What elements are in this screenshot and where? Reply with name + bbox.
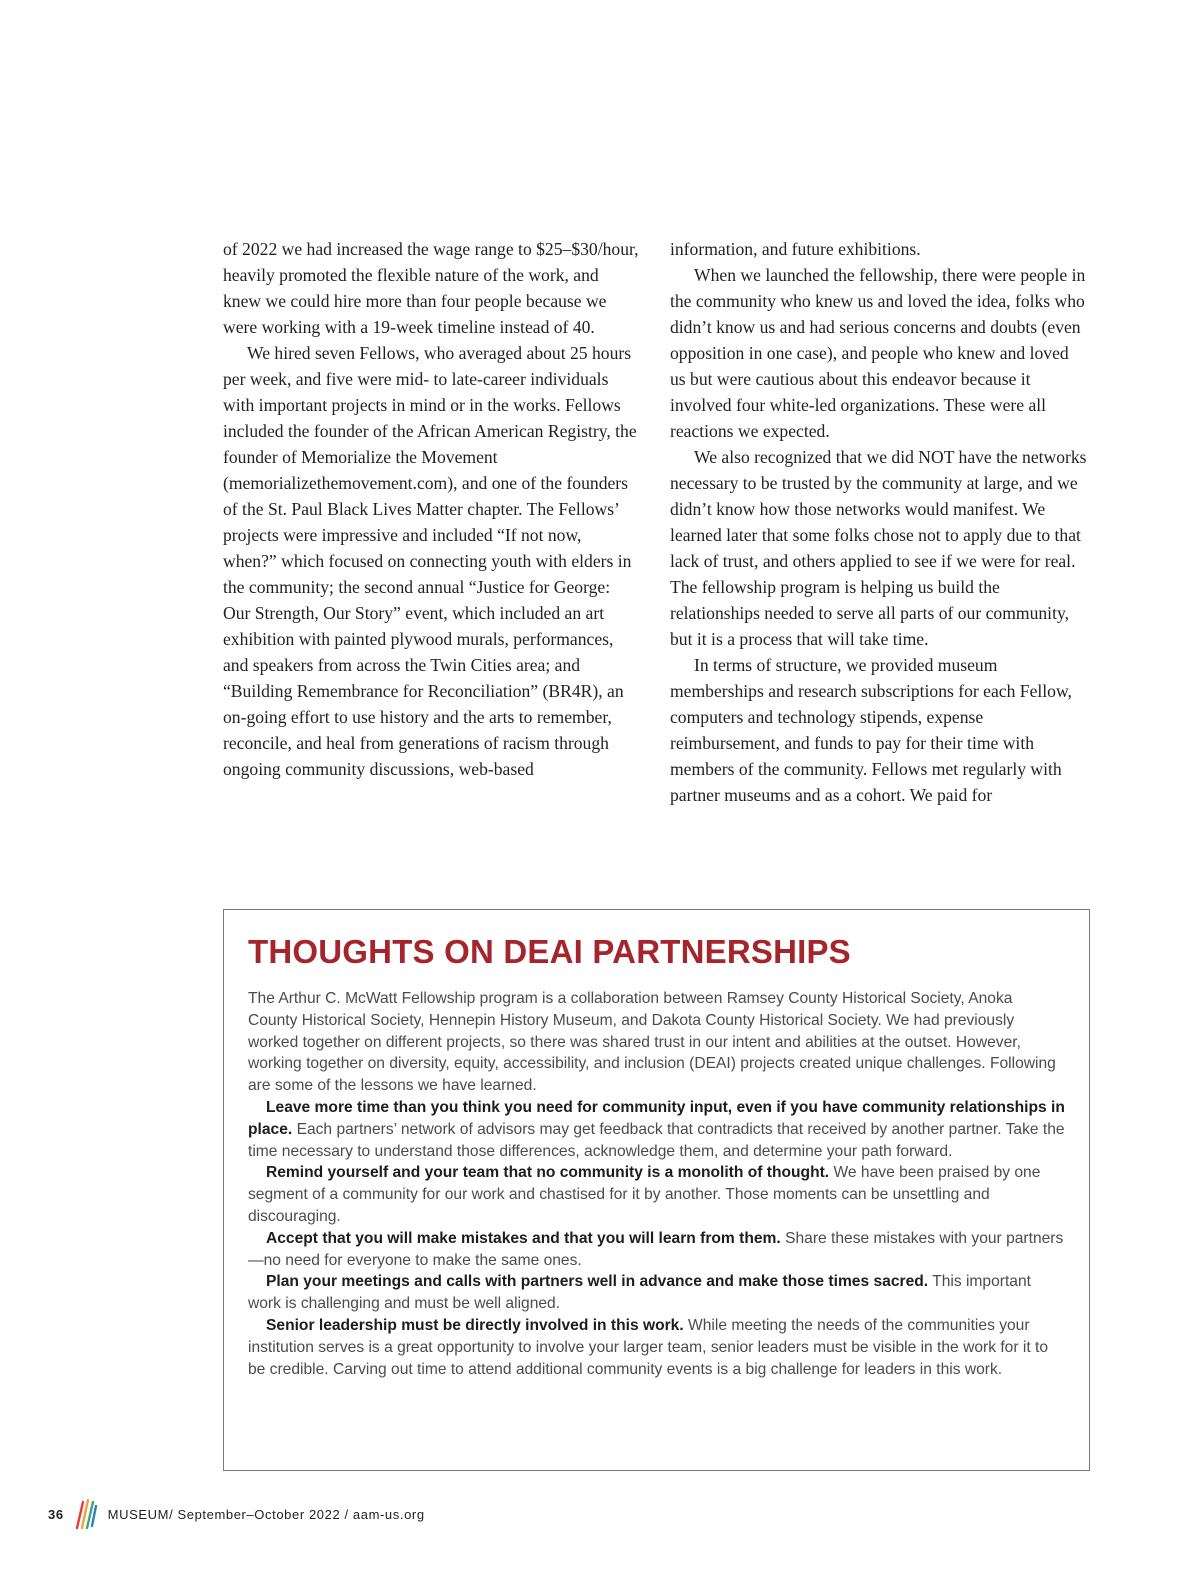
sidebar-intro: The Arthur C. McWatt Fellowship program is a collaboration between Ramsey County Historical Society, Anoka County Historical Society, Hennepin History Museum, and Dakota County Historical Society. We had previously worked together on different projects, so there was shared trust in our intent and abilities at the outset. However, working together on diversity, equity, accessibility, and inclusion (DEAI) projects created unique challenges. Following are some of the lessons we have learned. [248, 990, 1056, 1095]
sidebar-title: THOUGHTS ON DEAI PARTNERSHIPS [248, 933, 851, 970]
aam-logo-icon [74, 1498, 98, 1530]
issue-info: / September–October 2022 / aam-us.org [169, 1506, 425, 1522]
lesson-text: Each partners’ network of advisors may get feedback that contradicts that received by another partner. Take the time necessary to understand those differences, acknowledge them, and determine your path forward. [248, 1120, 1065, 1160]
lesson-heading: Plan your meetings and calls with partners well in advance and make those times sacred. [266, 1273, 929, 1291]
lesson-text: This important work is challenging and must be well aligned. [248, 1273, 1031, 1313]
lesson-text: We have been praised by one segment of a community for our work and chastised for it by another. Those moments can be unsettling and discouraging. [248, 1164, 1041, 1225]
article-paragraph: We hired seven Fellows, who averaged about 25 hours per week, and five were mid- to late-career individuals with important projects in mind or in the works. Fellows included the founder of the African American Registry, the founder of Memorialize the Movement (memorializethemovement.com), and one of the founders of the St. Paul Black Lives Matter chapter. The Fellows’ projects were impressive and included “If not now, when?” which focused on connecting youth with elders in the community; the second annual “Justice for George: Our Strength, Our Story” event, which included an art exhibition with painted plywood murals, performances, and speakers from across the Twin Cities area; and “Building Remembrance for Reconciliation” (BR4R), an on-going effort to use history and the arts to remember, reconcile, and heal from generations of racism through ongoing community discussions, web-based [223, 343, 637, 779]
lesson-heading: Remind yourself and your team that no community is a monolith of thought. [266, 1164, 830, 1182]
lesson-item [248, 1162, 1065, 1227]
page-footer [48, 1497, 425, 1531]
lesson-item [248, 1097, 1065, 1162]
article-paragraph: We also recognized that we did NOT have the networks necessary to be trusted by the community at large, and we didn’t know how those networks would manifest. We learned later that some folks chose not to apply due to that lack of trust, and others applied to see if we were for real. The fellowship program is helping us build the relationships needed to serve all parts of our community, but it is a process that will take time. [670, 447, 1087, 649]
page-number: 36 [48, 1506, 64, 1522]
article-paragraph: In terms of structure, we provided museum memberships and research subscriptions for each Fellow, computers and technology stipends, expense reimbursement, and funds to pay for their time with members of the community. Fellows met regularly with partner museums and as a cohort. We paid for [670, 655, 1072, 805]
lesson-heading: Accept that you will make mistakes and that you will learn from them. [266, 1229, 781, 1247]
article-column-right [670, 236, 1088, 808]
magazine-name: MUSEUM [107, 1506, 170, 1522]
sidebar-box [223, 909, 1090, 1471]
lesson-heading: Leave more time than you think you need for community input, even if you have community relationships in place. [248, 1098, 1065, 1138]
lesson-heading: Senior leadership must be directly involved in this work. [266, 1316, 684, 1334]
article-paragraph: of 2022 we had increased the wage range to $25–$30/hour, heavily promoted the flexible nature of the work, and knew we could hire more than four people because we were working with a 19-week timeline instead of 40. [223, 239, 639, 337]
article-paragraph: information, and future exhibitions. [670, 239, 921, 259]
article-column-left [223, 236, 639, 782]
lesson-item [248, 1271, 1065, 1315]
lesson-item [248, 1315, 1065, 1380]
article-paragraph: When we launched the fellowship, there were people in the community who knew us and loved the idea, folks who didn’t know us and had serious concerns and doubts (even opposition in one case), and people who knew and loved us but were cautious about this endeavor because it involved four white-led organizations. These were all reactions we expected. [670, 265, 1086, 441]
lesson-item [248, 1228, 1065, 1272]
lesson-text: While meeting the needs of the communities your institution serves is a great opportunity to involve your larger team, senior leaders must be visible in the work for it to be credible. Carving out time to attend additional community events is a big challenge for leaders in this work. [248, 1316, 1048, 1378]
lesson-text: Share these mistakes with your partners—no need for everyone to make the same ones. [248, 1229, 1064, 1269]
sidebar-body [248, 988, 1065, 1380]
